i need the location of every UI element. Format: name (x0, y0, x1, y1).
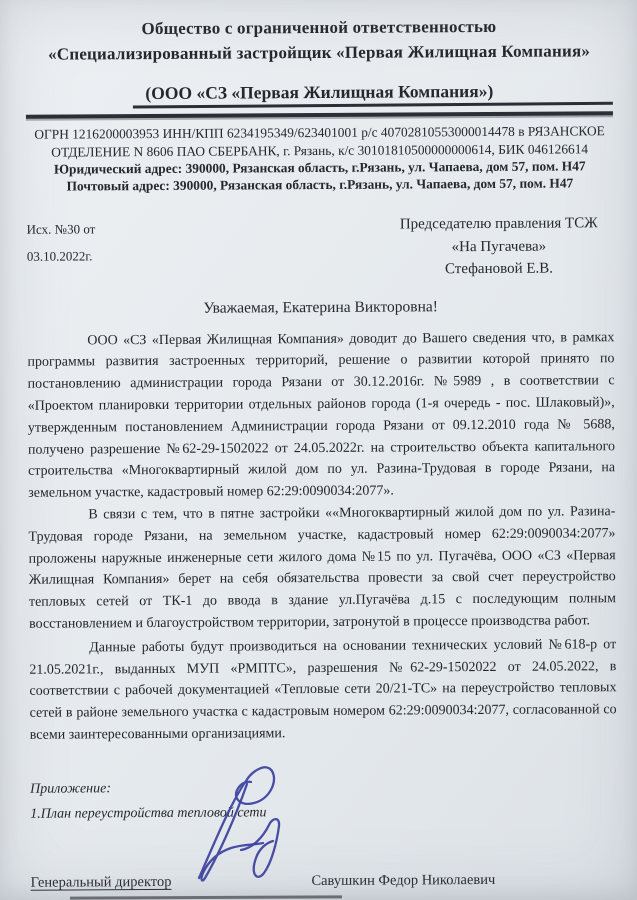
outgoing-number: Исх. №30 от (26, 221, 96, 237)
org-name-line2: «Специализированный застройщик «Первая Жилищная Компания» (48, 41, 591, 64)
signature-row (31, 871, 618, 892)
body-paragraph-2: В связи с тем, что в пятне застройки ««Многоквартирный жилой дом по ул. Разина-Трудовая городе Рязани, на земельном участке, кадастровый номер 62:29:0090034:2077» проложены наружные инженерные сети жилого дома №15 по ул. Пугачёва, ООО «СЗ «Первая Жилищная Компания» берет на себя обязательства провести за свой счет переустройство тепловых сетей от ТК-1 до ввода в здание ул.Пугачёва д.15 с последующим полным восстановлением и благоустройством территории, затронутой в процессе производства работ. (28, 504, 616, 632)
header-rule-bottom (26, 111, 613, 119)
bank-requisites: ОГРН 1216200003953 ИНН/КПП 6234195349/623401001 р/с 40702810553000014478 в РЯЗАНСКОЕ ОТДЕЛЕНИЕ N 8606 ПАО СБЕРБАНК, г. Рязань, к/с 30101810500000000614, БИК 046126614 (34, 123, 605, 160)
org-name-block (25, 13, 612, 67)
addressee-block (400, 212, 598, 281)
attachment-block (30, 778, 617, 823)
salutation: Уважаемая, Екатерина Викторовна! (203, 297, 438, 317)
postal-address: Почтовый адрес: 390000, Рязанская область, г.Рязань, ул. Чапаева, дом 57, пом. Н47 (66, 175, 574, 194)
addressee-organization: «На Пугачева» (451, 238, 547, 255)
body-paragraph-1: ООО «СЗ «Первая Жилищная Компания» доводит до Вашего сведения что, в рамках программы развития застроенных территорий, решение о развитии которой принято по постановлению администрации города Рязани от 30.12.2016г. №5989 , в соответствии с «Проектом планировки территории отдельных районов города (1-я очередь - пос. Шлаковый)», утвержденным постановлением Администрации города Рязани от 09.12.2010 года № 5688, получено разрешение №62-29-1502022 от 24.05.2022г. на строительство объекта капитального строительства «Многоквартирный жилой дом по ул. Разина-Трудовая в городе Рязани, на земельном участке, кадастровый номер 62:29:0090034:2077». (27, 329, 616, 502)
signer-name: Савушкин Федор Николаевич (311, 871, 496, 889)
addressee-position: Председателю правления ТСЖ (399, 215, 598, 233)
reference-and-addressee-row (27, 212, 614, 283)
signer-position: Генеральный директор (30, 873, 172, 891)
attachment-label: Приложение: (30, 781, 112, 797)
legal-address: Юридический адрес: 390000, Рязанская область, г.Рязань, ул. Чапаева, дом 57, пом. Н47 (53, 158, 586, 177)
addressee-name: Стефановой Е.В. (444, 260, 554, 278)
outgoing-date: 03.10.2022г. (26, 248, 93, 264)
body-paragraph-3: Данные работы будут производиться на основании технических условий №618-р от 21.05.2021г., выданных МУП «РМПТС», разрешения №62-29-1502022 от 24.05.2022, в соответствии с рабочей документацией «Тепловые сети 20/21-ТС» на переустройство тепловых сетей в районе земельного участка с кадастровым номером 62:29:0090034:2077, согласованной со всеми заинтересованными организациями. (29, 637, 617, 743)
outgoing-reference (27, 216, 96, 284)
org-name-line1: Общество с ограниченной ответственностью (141, 16, 497, 39)
attachment-item-1: 1.План переустройства тепловой сети (30, 805, 267, 822)
org-short-name: (ООО «СЗ «Первая Жилищная Компания») (145, 80, 494, 104)
